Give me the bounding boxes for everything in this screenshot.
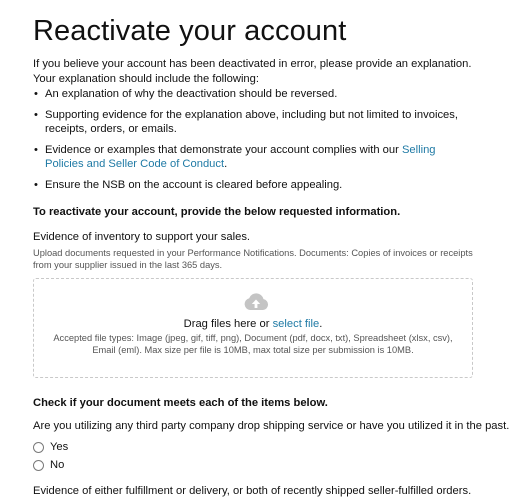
radio-option-yes[interactable] — [33, 441, 68, 453]
fulfillment-label: Evidence of either fulfillment or delivery, or both of recently shipped seller-fulfilled orders. — [33, 485, 472, 497]
requirement-text: Supporting evidence for the explanation above, including but not limited to invoices, receipts, orders, or emails. — [45, 108, 458, 135]
drop-shipping-question: Are you utilizing any third party company drop shipping service or have you utilized it in the past. — [33, 420, 510, 432]
radio-yes[interactable] — [33, 442, 44, 453]
page-title: Reactivate your account — [33, 15, 347, 47]
requirements-list — [33, 87, 473, 198]
section-title: To reactivate your account, provide the below requested information. — [33, 206, 401, 218]
requirement-item — [33, 143, 473, 172]
evidence-label: Evidence of inventory to support your sales. — [33, 231, 251, 243]
drag-files-text — [34, 318, 472, 330]
cloud-upload-icon — [243, 293, 269, 311]
accepted-file-types: Accepted file types: Image (jpeg, gif, tiff, png), Document (pdf, docx, txt), Spreadsheet (xlsx, csv), Email (eml). Max size per file is 10MB, max total size per submission is 10MB. — [53, 333, 453, 355]
file-dropzone[interactable] — [33, 278, 473, 378]
intro-text: If you believe your account has been deactivated in error, please provide an explanation. Your explanation should include the following: — [33, 58, 472, 85]
check-title: Check if your document meets each of the items below. — [33, 397, 328, 409]
radio-no-label: No — [50, 459, 65, 471]
bullet: • — [34, 88, 38, 100]
requirement-item — [33, 178, 473, 193]
requirement-text: Evidence or examples that demonstrate your account complies with our — [45, 143, 402, 156]
bullet: • — [34, 143, 38, 156]
selling-policies-link[interactable]: Selling Policies and Seller Code of Conduct — [45, 143, 436, 170]
radio-option-no[interactable] — [33, 459, 64, 471]
requirement-text: An explanation of why the deactivation should be reversed. — [45, 88, 338, 100]
requirement-item — [33, 108, 473, 137]
drag-files-suffix: . — [319, 318, 323, 330]
requirement-text-suffix: . — [224, 158, 228, 170]
upload-note: Upload documents requested in your Performance Notifications. Documents: Copies of invoices or receipts from your supplier issued in the last 365 days. — [33, 248, 473, 270]
requirement-item — [33, 87, 473, 102]
radio-no[interactable] — [33, 460, 44, 471]
requirement-text: Ensure the NSB on the account is cleared before appealing. — [45, 178, 343, 191]
select-file-link[interactable]: select file — [272, 318, 320, 330]
drag-files-label: Drag files here or — [183, 318, 273, 330]
bullet: • — [34, 178, 38, 191]
radio-yes-label: Yes — [50, 441, 69, 453]
bullet: • — [34, 108, 38, 121]
